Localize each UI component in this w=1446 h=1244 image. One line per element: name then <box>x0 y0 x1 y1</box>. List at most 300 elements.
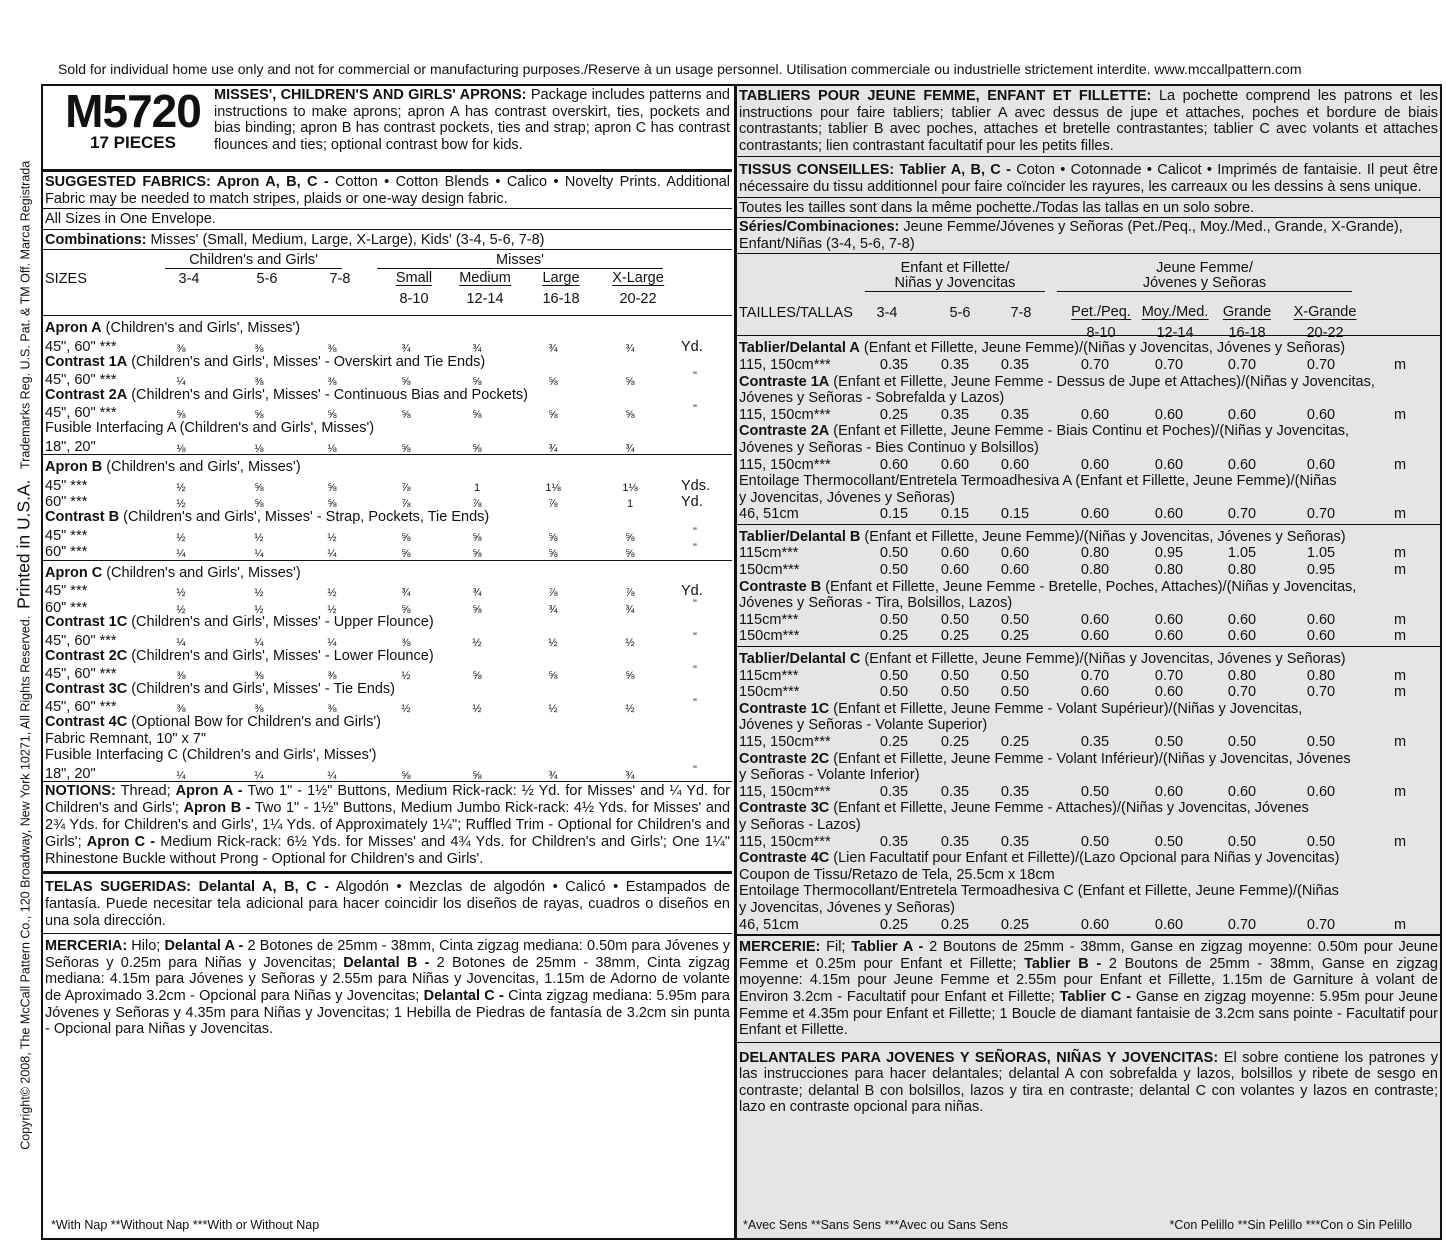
yardage_en-value: ⅜ <box>176 342 186 355</box>
yardage_en-value: ⅜ <box>176 703 186 716</box>
en-size-sub: 12-14 <box>466 291 504 308</box>
yardage_en-unit: " <box>693 763 697 776</box>
yardage_en-value: ¼ <box>176 548 186 561</box>
yardage_fr-value: 0.50 <box>879 611 909 628</box>
yardage_en-value: ⅝ <box>625 409 635 422</box>
notions-segment: Two 1" - 1½" Buttons, Medium Rick-rack: ½ Yd. for Misses' and ¼ Yd. for Children's and Girls'; <box>45 783 730 817</box>
yardage-row <box>739 612 1438 629</box>
copyright-text: Copyright© 2008, The McCall Pattern Co., 120 Broadway, New York 10271, All Rights Reserved. <box>18 615 33 1150</box>
en-title: MISSES', CHILDREN'S AND GIRLS' APRONS: <box>214 87 527 103</box>
yardage_fr-view-desc: (Enfant et Fillette, Jeune Femme)/(Niñas y Jovencitas, Jóvenes y Señoras) <box>859 340 1346 357</box>
yardage_fr-value: 0.35 <box>1000 833 1030 850</box>
yardage_en-unit: " <box>693 597 697 610</box>
yardage-heading-text <box>739 490 955 506</box>
yardage_en-width: 45" *** <box>45 477 88 494</box>
yardage_fr-view-label: Contraste 2A <box>739 423 830 440</box>
en-size-col: X-Large <box>612 270 664 287</box>
yardage_en-unit: " <box>693 525 697 538</box>
yardage_fr-width: 150cm*** <box>739 562 800 579</box>
yardage_en-value: ⅝ <box>472 548 482 561</box>
yardage_en-width: 45", 60" *** <box>45 633 117 650</box>
yardage_en-value: ⅜ <box>254 376 264 389</box>
yardage_en-unit: " <box>693 664 697 677</box>
yardage_en-view-label: Apron B <box>45 459 103 476</box>
yardage-heading-text <box>739 767 920 783</box>
yardage_en-value: ⅞ <box>401 481 411 494</box>
yardage_fr-value: 0.60 <box>1000 545 1030 562</box>
yardage_en-width: 18", 20" <box>45 438 96 455</box>
yardage_fr-view-desc: Jóvenes y Señoras - Volante Superior) <box>739 717 988 734</box>
yardage_en-width: 18", 20" <box>45 765 96 782</box>
fr-group-kids-2: Niñas y Jovencitas <box>865 276 1045 292</box>
en-size-header <box>43 250 732 316</box>
yardage_fr-view-desc: (Enfant et Fillette, Jeune Femme - Bretelle, Poches, Attaches)/(Niñas y Jovencitas, <box>821 578 1357 595</box>
yardage_fr-value: 0.70 <box>1080 667 1110 684</box>
yardage_en-value: ¾ <box>401 342 411 355</box>
yardage_fr-value: 0.35 <box>940 783 970 800</box>
yardage_en-value: ⅝ <box>254 498 264 511</box>
yardage_en-value: ¼ <box>176 769 186 782</box>
en-fabrics <box>43 172 732 209</box>
en-group-kids: Children's and Girls' <box>165 253 342 269</box>
yardage-heading-text <box>739 651 1346 667</box>
yardage_fr-group <box>737 336 1440 525</box>
yardage_fr-width: 46, 51cm <box>739 506 799 523</box>
yardage-heading-text <box>739 751 1351 767</box>
yardage-heading-text <box>739 390 1004 406</box>
yardage-row <box>45 631 730 648</box>
yardage_en-value: ⅝ <box>472 442 482 455</box>
yardage_fr-value: 0.50 <box>1154 734 1184 750</box>
yardage-heading-text <box>739 423 1349 439</box>
yardage-row <box>45 764 730 781</box>
notions-segment: 2 Botones de 25mm - 38mm, Cinta zigzag mediana: 4.15m para Jóvenes y Señoras y 2.55m para Niñas y Jovencitas, 1.15m de Adorno de volante de Aproximado 3.2cm - Opcional para Niñas y Jovencitas; <box>45 954 730 1004</box>
yardage_en-value: ⅜ <box>176 670 186 683</box>
fr-size-sub: 16-18 <box>1228 325 1266 342</box>
yardage_en-width: 45" *** <box>45 527 88 544</box>
yardage_en-value: ½ <box>176 481 186 494</box>
yardage_fr-value: 0.60 <box>1080 611 1110 628</box>
yardage-heading-text <box>739 817 861 833</box>
yardage_fr-value: 0.35 <box>940 356 970 373</box>
yardage-heading <box>45 731 730 748</box>
yardage_en-group <box>43 561 732 783</box>
yardage_en-unit: Yds. <box>681 477 711 494</box>
yardage_fr-value: 0.60 <box>1154 916 1184 933</box>
en-notions <box>43 782 732 874</box>
yardage_fr-group <box>737 525 1440 647</box>
yardage_fr-value: 0.70 <box>1154 356 1184 373</box>
yardage_en-view-desc: (Children's and Girls', Misses' - Lower Flounce) <box>127 647 434 664</box>
yardage_fr-value: 0.25 <box>940 628 970 645</box>
yardage_fr-value: 0.60 <box>1306 783 1336 800</box>
yardage_fr-value: 0.50 <box>1227 734 1257 750</box>
yardage_fr-value: 0.50 <box>1080 833 1110 850</box>
yardage_fr-width: 115, 150cm*** <box>739 406 831 423</box>
notions-segment: Delantal C - <box>423 987 504 1004</box>
yardage-heading-text <box>739 579 1356 595</box>
copyright-sidebar <box>8 88 42 1238</box>
en-comb-label: Combinations: <box>45 231 147 248</box>
yardage-heading-text <box>45 420 374 436</box>
yardage_en-width: 60" *** <box>45 599 88 616</box>
yardage_fr-value: 0.60 <box>1080 628 1110 645</box>
yardage-heading-text <box>739 374 1375 390</box>
yardage-heading <box>45 565 730 582</box>
trademark-text: Trademarks Reg. U.S. Pat. & TM Off. Marca Registrada <box>18 160 33 470</box>
yardage_fr-unit: m <box>1394 628 1407 645</box>
fr-yardage-table <box>737 336 1440 935</box>
yardage-heading-text <box>45 387 528 403</box>
yardage-heading <box>45 459 730 476</box>
notions-segment: MERCERIA: <box>45 938 128 955</box>
fr-comb-text: Jeune Femme/Jóvenes y Señoras (Pet./Peq., Moy./Med., Grande, X-Grande), Enfant/Niñas (3-4, 5-6, 7-8) <box>739 219 1403 252</box>
yardage-heading <box>739 817 1438 834</box>
yardage_fr-value: 0.60 <box>1227 456 1257 473</box>
en-size-sub: 8-10 <box>399 291 429 308</box>
fr-size-col: 7-8 <box>1010 305 1032 322</box>
yardage-heading <box>739 579 1438 596</box>
usage-notice: Sold for individual home use only and not for commercial or manufacturing purposes./Reserve à un usage personnel. Utilisation commerciale ou industrielle strictement interdite. www.mccallpattern.com <box>58 61 1302 77</box>
yardage-row <box>739 545 1438 562</box>
fr-description <box>737 86 1440 157</box>
yardage_en-value: ½ <box>254 531 264 544</box>
yardage-heading-text <box>45 714 381 730</box>
yardage-row <box>739 628 1438 645</box>
yardage-heading-text <box>45 459 301 475</box>
yardage_fr-value: 0.35 <box>1000 783 1030 800</box>
yardage-heading-text <box>45 614 434 630</box>
yardage-heading-text <box>45 320 300 336</box>
yardage-row <box>45 370 730 387</box>
yardage-heading-text <box>739 529 1346 545</box>
yardage-row <box>739 684 1438 701</box>
notions-segment: MERCERIE: <box>739 939 821 956</box>
yardage_fr-unit: m <box>1394 783 1407 800</box>
yardage-heading <box>739 867 1438 884</box>
yardage_en-view-label: Contrast 1C <box>45 614 128 631</box>
yardage_fr-value: 0.50 <box>940 684 970 701</box>
es-fabrics <box>43 874 732 934</box>
yardage_fr-value: 0.50 <box>1227 833 1257 850</box>
yardage_en-value: ¾ <box>548 442 558 455</box>
yardage_en-value: ⅝ <box>548 376 558 389</box>
fr-fabrics-label: TISSUS CONSEILLES: Tablier A, B, C - <box>739 162 1011 179</box>
yardage_fr-value: 0.60 <box>940 562 970 579</box>
yardage_en-view-desc: (Children's and Girls', Misses' - Continuous Bias and Pockets) <box>127 386 528 403</box>
yardage_fr-view-label: Contraste 1A <box>739 373 830 390</box>
en-header <box>43 86 732 172</box>
yardage_en-value: ½ <box>548 703 558 716</box>
yardage_fr-value: 0.50 <box>879 545 909 562</box>
yardage_en-value: ½ <box>548 637 558 650</box>
en-size-sub: 16-18 <box>542 291 580 308</box>
en-size-col: Large <box>542 270 580 287</box>
yardage-row <box>45 492 730 509</box>
printed-in-text: Printed in U.S.A. <box>13 479 34 609</box>
yardage-heading <box>739 440 1438 457</box>
pattern-logo <box>53 85 213 152</box>
yardage_en-value: ⅝ <box>625 531 635 544</box>
yardage_fr-value: 0.50 <box>1000 667 1030 684</box>
yardage-row <box>739 407 1438 424</box>
yardage_fr-value: 0.60 <box>879 456 909 473</box>
yardage-heading <box>45 614 730 631</box>
yardage_en-value: ¾ <box>625 342 635 355</box>
yardage_en-view-label: Contrast 1A <box>45 353 128 370</box>
fr-all-sizes: Toutes les tailles sont dans la même pochette./Todas las tallas en un solo sobre. <box>737 198 1440 219</box>
yardage_en-view-desc: Fusible Interfacing A (Children's and Girls', Misses') <box>45 419 375 436</box>
fr-group-women-1: Jeune Femme/ <box>1156 260 1253 277</box>
yardage_fr-view-desc: Jóvenes y Señoras - Tira, Bolsillos, Lazos) <box>739 595 1013 612</box>
yardage_fr-unit: m <box>1394 833 1407 850</box>
yardage_en-value: ⅜ <box>254 703 264 716</box>
yardage_en-width: 45", 60" *** <box>45 699 117 716</box>
yardage_en-value: ⅝ <box>472 670 482 683</box>
yardage_fr-value: 0.15 <box>879 506 909 523</box>
yardage-row <box>739 784 1438 801</box>
yardage_fr-value: 0.60 <box>1154 628 1184 645</box>
en-description <box>214 87 730 153</box>
yardage_en-value: ⅜ <box>327 342 337 355</box>
yardage_fr-value: 0.50 <box>940 667 970 684</box>
yardage_fr-width: 115cm*** <box>739 545 799 562</box>
yardage_fr-value: 0.60 <box>1154 783 1184 800</box>
en-nap-footnote: *With Nap **Without Nap ***With or Without Nap <box>51 1218 320 1232</box>
yardage_fr-unit: m <box>1394 667 1407 684</box>
yardage_fr-width: 150cm*** <box>739 628 800 645</box>
pattern-number: M5720 <box>65 85 201 137</box>
yardage_en-value: ½ <box>254 587 264 600</box>
yardage_fr-unit: m <box>1394 406 1407 423</box>
yardage_fr-value: 0.25 <box>879 734 909 750</box>
yardage_en-value: ¾ <box>401 587 411 600</box>
en-group-misses: Misses' <box>377 253 663 269</box>
yardage_en-value: ¼ <box>176 637 186 650</box>
yardage_en-width: 45", 60" *** <box>45 666 117 683</box>
yardage_en-value: ⅝ <box>176 409 186 422</box>
yardage_fr-value: 0.15 <box>940 506 970 523</box>
en-size-col: 5-6 <box>256 271 278 288</box>
yardage-heading <box>739 340 1438 357</box>
en-size-col: Medium <box>459 270 511 287</box>
yardage-row <box>45 581 730 598</box>
yardage-heading-text <box>45 565 301 581</box>
yardage-row <box>45 542 730 559</box>
yardage-heading <box>739 423 1438 440</box>
yardage_en-value: ⅛ <box>254 442 264 455</box>
yardage_en-value: ½ <box>176 587 186 600</box>
yardage_fr-view-desc: (Enfant et Fillette, Jeune Femme - Volant Supérieur)/(Niñas y Jovencitas, <box>829 700 1303 717</box>
yardage-heading <box>45 714 730 731</box>
en-size-col: 7-8 <box>329 271 351 288</box>
yardage_en-width: 60" *** <box>45 544 88 561</box>
yardage_en-value: ¾ <box>625 442 635 455</box>
notions-segment: Hilo; <box>127 938 165 955</box>
yardage-row <box>45 664 730 681</box>
yardage_fr-value: 0.25 <box>879 406 909 423</box>
yardage_fr-value: 0.35 <box>879 356 909 373</box>
yardage_fr-width: 150cm*** <box>739 684 800 701</box>
yardage_en-view-label: Contrast B <box>45 508 120 525</box>
yardage-heading <box>45 648 730 665</box>
yardage_fr-value: 0.25 <box>940 916 970 933</box>
notions-label: NOTIONS: <box>45 783 116 800</box>
es-title: DELANTALES PARA JOVENES Y SEÑORAS, NIÑAS Y JOVENCITAS: <box>739 1049 1219 1066</box>
yardage_fr-view-desc: y Jovencitas, Jóvenes y Señoras) <box>739 489 955 506</box>
fr-size-col: 5-6 <box>949 305 971 322</box>
yardage_en-value: ⅝ <box>472 769 482 782</box>
en-sizes-label: SIZES <box>45 271 87 288</box>
yardage_fr-value: 1.05 <box>1306 545 1336 562</box>
yardage_en-view-desc: (Children's and Girls', Misses' - Overskirt and Tie Ends) <box>127 353 486 370</box>
yardage_en-unit: " <box>693 370 697 383</box>
yardage-heading <box>739 701 1438 718</box>
yardage_fr-value: 0.60 <box>1154 611 1184 628</box>
yardage-row <box>739 734 1438 751</box>
yardage_en-value: 1 <box>626 498 634 511</box>
notions-segment: Delantal A - <box>164 938 244 955</box>
pattern-envelope-back <box>41 84 1442 1240</box>
yardage_fr-value: 0.80 <box>1227 562 1257 579</box>
en-yardage-table <box>43 316 732 782</box>
yardage-row <box>739 357 1438 374</box>
yardage_en-value: 1 <box>473 481 481 494</box>
yardage-heading <box>739 529 1438 546</box>
yardage_fr-value: 0.60 <box>1000 456 1030 473</box>
fr-fabrics <box>737 157 1440 197</box>
yardage_fr-unit: m <box>1394 684 1407 701</box>
notions-segment: 2 Botones de 25mm - 38mm, Cinta zigzag mediana: 0.50m para Jóvenes y Señoras y 0.25m para Niñas y Jovencitas; <box>45 938 730 971</box>
yardage_en-value: ⅝ <box>472 376 482 389</box>
yardage_fr-value: 0.60 <box>1227 406 1257 423</box>
yardage_en-width: 60" *** <box>45 494 88 511</box>
yardage_fr-value: 0.80 <box>1227 667 1257 684</box>
yardage_en-value: ⅛ <box>176 442 186 455</box>
yardage-heading-text <box>45 747 376 763</box>
es-nap-footnote: *Con Pelillo **Sin Pelillo ***Con o Sin Pelillo <box>1169 1218 1412 1232</box>
yardage-row <box>45 598 730 615</box>
yardage_en-value: ¼ <box>327 637 337 650</box>
en-size-col: Small <box>395 270 433 287</box>
notions-segment: Fil; <box>820 939 852 956</box>
yardage_fr-width: 46, 51cm <box>739 916 799 933</box>
yardage_fr-value: 0.60 <box>1154 406 1184 423</box>
yardage_fr-value: 0.70 <box>1306 356 1336 373</box>
yardage_fr-value: 1.05 <box>1227 545 1257 562</box>
yardage_fr-value: 0.70 <box>1227 916 1257 933</box>
yardage_fr-value: 0.60 <box>1154 506 1184 523</box>
yardage_en-value: ⅝ <box>625 376 635 389</box>
notions-segment: Medium Rick-rack: 6½ Yds. for Misses' and 4¾ Yds. for Children's and Girls'; One 1¼" Rhinestone Buckle without Prong - Optional for Children's and Girls'. <box>45 833 730 867</box>
es-fabrics-text: Algodón • Mezclas de algodón • Calicó • Estampados de fantasía. Puede necesitar tela adicional para hacer coincidir los diseños de rayas, cuadros o diseños en una sola dirección. <box>45 879 731 929</box>
yardage_fr-value: 0.35 <box>940 833 970 850</box>
yardage-heading <box>739 490 1438 507</box>
fr-size-sub: 8-10 <box>1086 325 1116 342</box>
en-combinations <box>43 230 732 251</box>
yardage_fr-value: 0.35 <box>1080 734 1110 750</box>
yardage_fr-value: 0.60 <box>1080 406 1110 423</box>
yardage-heading <box>739 767 1438 784</box>
yardage-heading <box>45 387 730 404</box>
yardage-heading <box>45 320 730 337</box>
yardage-row <box>45 476 730 493</box>
fr-size-col: X-Grande <box>1293 304 1357 321</box>
yardage_en-view-desc: (Children's and Girls', Misses' - Strap, Pockets, Tie Ends) <box>119 508 490 525</box>
yardage-row <box>739 457 1438 474</box>
yardage_en-view-desc: (Children's and Girls', Misses' - Tie Ends) <box>127 680 395 697</box>
yardage-heading-text <box>739 340 1345 356</box>
yardage_fr-view-label: Contraste 3C <box>739 800 830 817</box>
yardage_en-value: ½ <box>176 531 186 544</box>
yardage_fr-group <box>737 647 1440 935</box>
pattern-pieces: 17 PIECES <box>90 133 176 152</box>
yardage_en-value: ¾ <box>548 769 558 782</box>
yardage_en-value: ¾ <box>625 603 635 616</box>
yardage_fr-value: 0.50 <box>940 611 970 628</box>
yardage_en-value: ⅝ <box>327 481 337 494</box>
yardage-heading <box>739 900 1438 917</box>
yardage_fr-value: 0.60 <box>1306 406 1336 423</box>
yardage_en-value: ¾ <box>548 603 558 616</box>
yardage_en-value: ⅝ <box>548 409 558 422</box>
yardage-heading-text <box>739 850 1339 866</box>
yardage_en-value: ⅞ <box>548 498 558 511</box>
yardage_en-value: ⅝ <box>401 603 411 616</box>
fr-size-col: Pet./Peq. <box>1071 304 1131 321</box>
yardage-heading <box>45 747 730 764</box>
yardage_fr-unit: m <box>1394 562 1407 579</box>
yardage_fr-view-desc: Jóvenes y Señoras - Sobrefalda y Lazos) <box>739 390 1005 407</box>
notions-segment: Ganse en zigzag moyenne: 5.95m pour Jeune Femme et 4.35m pour Enfant et Fillette; 1 Boucle de diamant fantaisie de 3.2cm sans pointe - Facultatif pour Enfant et Fillette. <box>739 988 1438 1039</box>
yardage_en-view-label: Apron C <box>45 564 103 581</box>
yardage_en-width: 45", 60" *** <box>45 405 117 422</box>
yardage_fr-value: 0.80 <box>1080 562 1110 579</box>
yardage_fr-value: 0.50 <box>1154 833 1184 850</box>
yardage-heading <box>739 850 1438 867</box>
yardage-row <box>739 917 1438 934</box>
yardage_fr-value: 0.25 <box>1000 734 1030 750</box>
yardage_en-view-desc: (Children's and Girls', Misses') <box>102 459 301 476</box>
yardage_en-value: ⅝ <box>401 769 411 782</box>
yardage-heading-text <box>739 717 987 733</box>
yardage_fr-value: 0.25 <box>940 734 970 750</box>
yardage_en-width: 45", 60" *** <box>45 372 117 389</box>
yardage_en-value: ⅞ <box>401 498 411 511</box>
en-all-sizes: All Sizes in One Envelope. <box>43 209 732 230</box>
yardage_fr-value: 0.80 <box>1080 545 1110 562</box>
yardage_en-value: ⅜ <box>401 637 411 650</box>
yardage_fr-value: 0.60 <box>1227 783 1257 800</box>
yardage_en-value: ⅝ <box>401 376 411 389</box>
yardage_en-value: ⅝ <box>254 481 264 494</box>
yardage_fr-unit: m <box>1394 611 1407 628</box>
yardage_fr-value: 0.35 <box>1000 406 1030 423</box>
yardage_en-unit: " <box>693 403 697 416</box>
yardage_en-value: ⅝ <box>327 498 337 511</box>
notions-segment: Tablier B - <box>1024 955 1102 972</box>
yardage_en-value: ⅜ <box>327 670 337 683</box>
fr-notions <box>737 935 1440 1043</box>
yardage_fr-value: 0.70 <box>1080 356 1110 373</box>
fr-size-header <box>737 254 1440 342</box>
es-desc-text: El sobre contiene los patrones y las instrucciones para hacer delantales; delantal A con sobrefalda y lazos, bolsillos y ribete de sesgo en contraste; delantal B con bolsillos, lazos y tira en contraste; delantal C con volantes y lazos en contraste; lazo en contraste opcional para niñas. <box>739 1049 1439 1116</box>
yardage_en-value: ⅝ <box>472 603 482 616</box>
fr-size-col: Grande <box>1222 304 1272 321</box>
yardage_fr-value: 0.25 <box>879 628 909 645</box>
yardage_fr-value: 0.35 <box>879 833 909 850</box>
yardage_en-unit: Yd. <box>681 338 703 355</box>
